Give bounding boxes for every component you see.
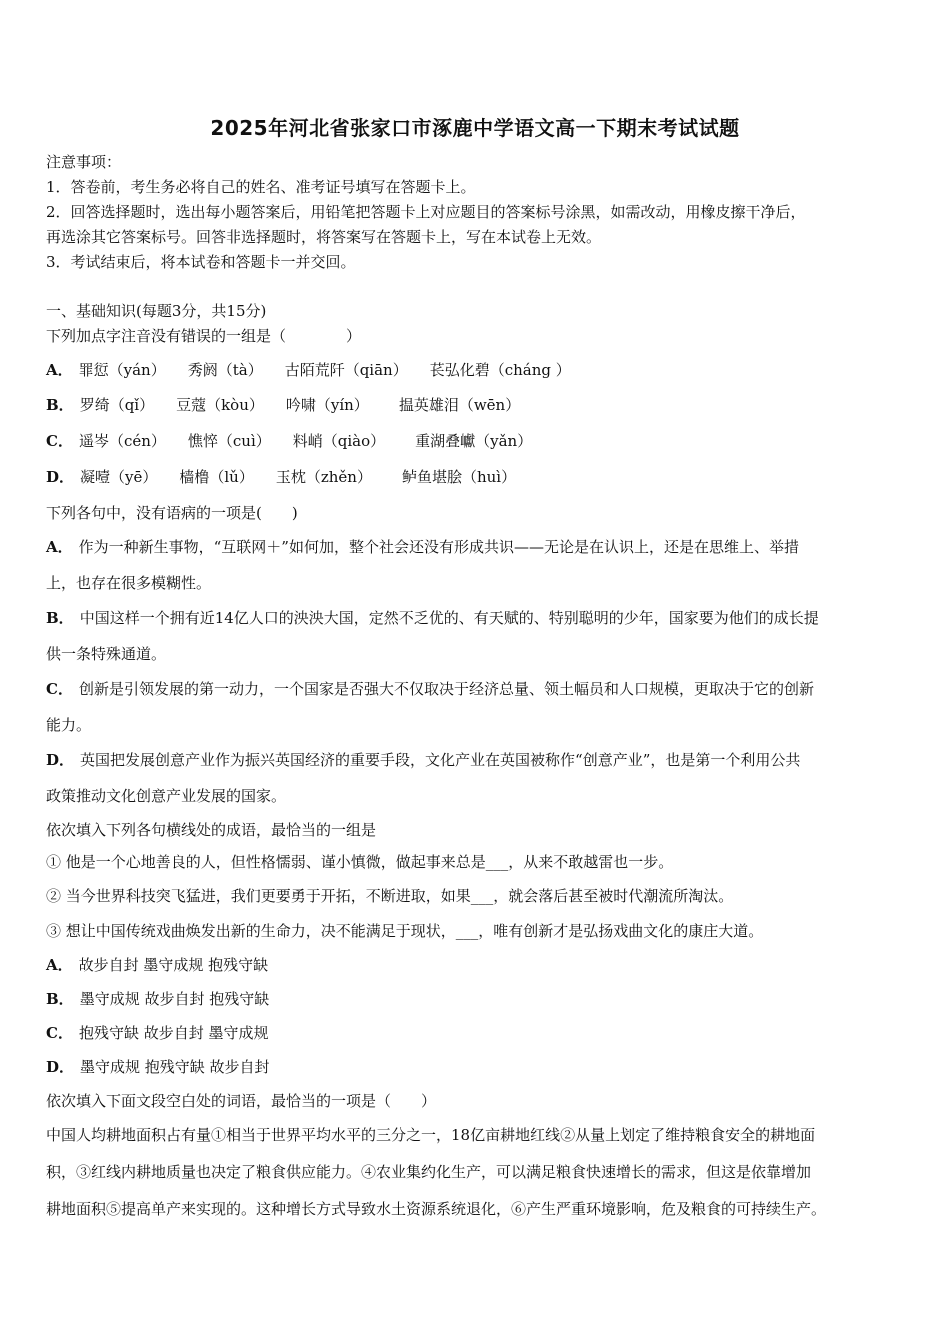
option-label: D． — [46, 1058, 75, 1076]
q1-stem: 下列加点字注音没有错误的一组是（ ） — [46, 327, 362, 345]
option-text: 墨守成规 故步自封 抱残守缺 — [79, 990, 270, 1008]
q2-option-a — [46, 537, 910, 557]
page-title: 2025年河北省张家口市涿鹿中学语文高一下期末考试试题 — [210, 116, 740, 140]
option-word: 凝噎（yē） — [80, 468, 158, 486]
option-text: 墨守成规 抱残守缺 故步自封 — [80, 1058, 270, 1076]
option-word: 料峭（qiào） — [292, 432, 386, 450]
q1-option-d — [46, 467, 910, 487]
q3-option-b — [46, 989, 910, 1009]
q4-passage-line-1: 中国人均耕地面积占有量①相当于世界平均水平的三分之一，18亿亩耕地红线②从量上划定了维持粮食安全的耕地面 — [46, 1126, 816, 1144]
q3-sentence-3: ③ 想让中国传统戏曲焕发出新的生命力，决不能满足于现状，___，唯有创新才是弘扬戏曲文化的康庄大道。 — [46, 922, 764, 940]
option-label: B． — [46, 990, 74, 1008]
option-label: D． — [46, 751, 75, 769]
notice-item-2-cont: 再选涂其它答案标号。回答非选择题时，将答案写在答题卡上，写在本试卷上无效。 — [46, 228, 602, 246]
option-text: 抱残守缺 故步自封 墨守成规 — [78, 1024, 269, 1042]
q4-stem: 依次填入下面文段空白处的词语，最恰当的一项是（ ） — [46, 1092, 437, 1110]
q3-sentence-1: ① 他是一个心地善良的人，但性格懦弱、谨小慎微，做起事来总是___，从来不敢越雷也一步。 — [46, 853, 674, 871]
q3-option-a — [46, 955, 910, 975]
option-word: 罗绮（qǐ） — [79, 396, 155, 414]
notice-heading: 注意事项： — [46, 153, 122, 171]
option-word: 古陌荒阡（qiān） — [284, 361, 408, 379]
notice-item-1: 1．答卷前，考生务必将自己的姓名、准考证号填写在答题卡上。 — [46, 178, 476, 196]
q2-option-c — [46, 679, 910, 699]
option-label: A． — [46, 538, 73, 556]
option-word: 重湖叠巘（yǎn） — [415, 432, 533, 450]
option-text: 作为一种新生事物，“互联网＋”如何加，整个社会还没有形成共识——无论是在认识上，还是在思维上、举措 — [78, 538, 799, 556]
q2-option-b-cont: 供一条特殊通道。 — [46, 645, 167, 663]
option-text: 故步自封 墨守成规 抱残守缺 — [78, 956, 269, 974]
option-label: C． — [46, 432, 73, 450]
option-label: C． — [46, 1024, 73, 1042]
option-word: 揾英雄泪（wēn） — [398, 396, 521, 414]
q3-option-c — [46, 1023, 910, 1043]
q1-option-b — [46, 395, 910, 415]
q3-option-d — [46, 1057, 910, 1077]
option-word: 秀阏（tà） — [187, 361, 263, 379]
option-word: 遥岑（cén） — [78, 432, 166, 450]
option-text: 中国这样一个拥有近14亿人口的泱泱大国，定然不乏优的、有天赋的、特别聪明的少年，国家要为他们的成长提 — [79, 609, 819, 627]
q2-option-a-cont: 上，也存在很多模糊性。 — [46, 574, 212, 592]
option-label: B． — [46, 609, 74, 627]
q4-passage-line-2: 积，③红线内耕地质量也决定了粮食供应能力。④农业集约化生产，可以满足粮食快速增长的需求，但这是依靠增加 — [46, 1163, 812, 1181]
option-word: 樯橹（lǔ） — [179, 468, 254, 486]
option-word: 憔悴（cuì） — [187, 432, 271, 450]
option-word: 豆蔻（kòu） — [176, 396, 264, 414]
q3-stem: 依次填入下列各句横线处的成语，最恰当的一组是 — [46, 821, 377, 839]
q2-option-d-cont: 政策推动文化创意产业发展的国家。 — [46, 787, 287, 805]
option-word: 吟啸（yín） — [285, 396, 369, 414]
option-label: D． — [46, 468, 75, 486]
option-word: 玉枕（zhěn） — [275, 468, 372, 486]
option-text: 创新是引领发展的第一动力，一个国家是否强大不仅取决于经济总量、领土幅员和人口规模，更取决于它的创新 — [78, 680, 814, 698]
option-label: A． — [46, 361, 73, 379]
option-label: A． — [46, 956, 73, 974]
q1-option-c — [46, 431, 910, 451]
q2-option-c-cont: 能力。 — [46, 716, 92, 734]
q2-option-b — [46, 608, 910, 628]
option-text: 英国把发展创意产业作为振兴英国经济的重要手段，文化产业在英国被称作“创意产业”，也是第一个利用公共 — [80, 751, 801, 769]
q2-stem: 下列各句中，没有语病的一项是( ) — [46, 504, 298, 522]
option-word: 鲈鱼堪脍（huì） — [401, 468, 517, 486]
q1-option-a — [46, 360, 910, 380]
notice-item-3: 3．考试结束后，将本试卷和答题卡一并交回。 — [46, 253, 356, 271]
notice-item-2: 2．回答选择题时，选出每小题答案后，用铅笔把答题卡上对应题目的答案标号涂黑，如需改动，用橡皮擦干净后， — [46, 203, 806, 221]
option-word: 罪愆（yán） — [78, 361, 166, 379]
q3-sentence-2: ② 当今世界科技突飞猛进，我们更要勇于开拓，不断进取，如果___，就会落后甚至被时代潮流所淘汰。 — [46, 887, 734, 905]
q4-passage-line-3: 耕地面积⑤提高单产来实现的。这种增长方式导致水土资源系统退化，⑥产生严重环境影响，危及粮食的可持续生产。 — [46, 1200, 827, 1218]
option-word: 苌弘化碧（cháng ） — [429, 361, 571, 379]
q2-option-d — [46, 750, 910, 770]
option-label: B． — [46, 396, 74, 414]
section-heading: 一、基础知识(每题3分，共15分) — [46, 302, 267, 320]
option-label: C． — [46, 680, 73, 698]
